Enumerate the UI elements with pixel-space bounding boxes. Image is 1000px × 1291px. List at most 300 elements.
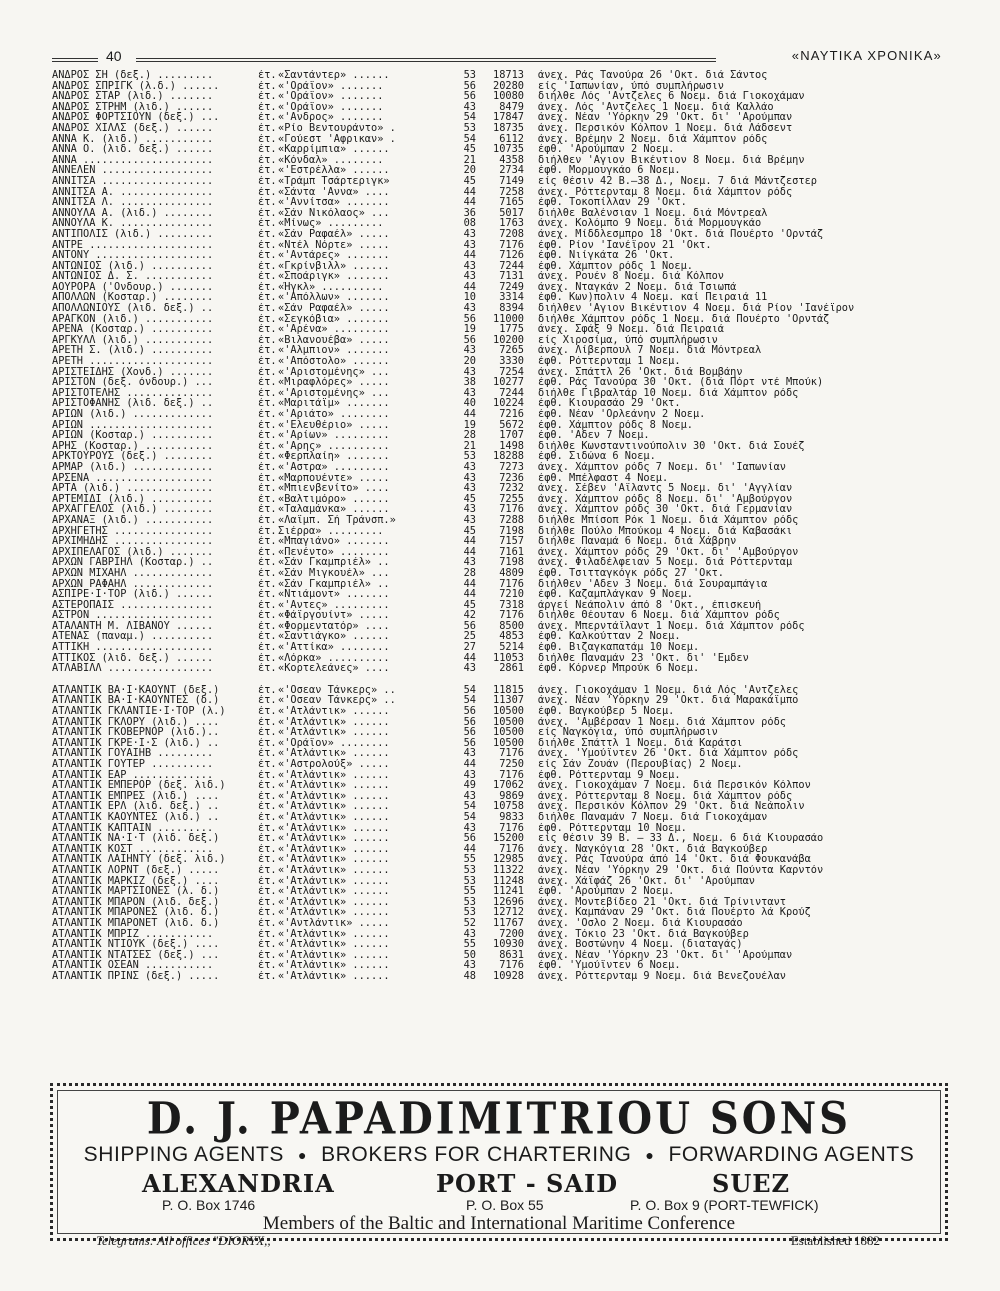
tonnage: 18288 bbox=[493, 451, 524, 462]
owner-name: ΑΝΔΡΟΣ ΦΟΡΤΣΙΟΥΝ (δεξ.) ... bbox=[52, 112, 220, 123]
year-built: 48 bbox=[463, 970, 476, 982]
owner-name: ΑΝΤΙΠΟΛΙΣ (λιδ.) ......... bbox=[52, 228, 214, 240]
type-abbrev: έτ. bbox=[258, 928, 277, 940]
type-abbrev: έτ. bbox=[258, 313, 277, 325]
managing-company: «Ταλαμάνκα» ...... bbox=[278, 504, 390, 515]
year-built: 45 bbox=[463, 493, 476, 505]
position-note: άνεχ. Κολόμπο 9 Νοεμ. διά Μορμουγκάο bbox=[538, 218, 762, 229]
table-row bbox=[52, 176, 952, 187]
position-note: άνεχ. Λός 'Αντζελες 1 Νοεμ. διά Καλλάο bbox=[538, 101, 774, 113]
position-note: έφθ. Σιδώνα 6 Νοεμ. bbox=[538, 451, 656, 462]
managing-company: «Βιλανουέβα» ..... bbox=[278, 334, 390, 346]
type-abbrev: έτ. bbox=[258, 854, 277, 865]
type-abbrev: έτ. bbox=[258, 960, 277, 971]
tonnage: 7165 bbox=[499, 197, 524, 208]
table-row bbox=[52, 420, 952, 431]
position-note: έφθ. Χάμπτον ρόδς 1 Νοεμ. bbox=[538, 260, 693, 272]
year-built: 43 bbox=[463, 748, 476, 759]
managing-company: «Ήγκλ» .......... bbox=[278, 281, 384, 293]
table-row bbox=[52, 876, 952, 887]
owner-name: ΑΤΛΑΝΤΙΚ ΒΑ·Ι·ΚΑΟΥΝΤΕΣ (δ.) bbox=[52, 695, 220, 707]
table-row bbox=[52, 568, 952, 579]
position-note: έφθ. 'Αδεν 7 Νοεμ. bbox=[538, 430, 650, 441]
box-alexandria: P. O. Box 1746 bbox=[162, 1197, 256, 1213]
owner-name: ΑΤΛΑΝΤΙΚ ΒΑ·Ι·ΚΑΟΥΝΤ (δεξ.) bbox=[52, 684, 220, 696]
managing-company: «Σάν Νικόλαος» ... bbox=[278, 207, 390, 219]
position-note: άνεχ. Μπερντάϊλαντ 1 Νοεμ. διά Χάμπτον ρόδς bbox=[538, 620, 805, 632]
managing-company: «'Οράϊον» ....... bbox=[278, 101, 384, 113]
table-row bbox=[52, 610, 952, 621]
tonnage: 10500 bbox=[493, 706, 524, 717]
tonnage: 10500 bbox=[493, 737, 524, 749]
tonnage: 7161 bbox=[499, 546, 524, 558]
table-row bbox=[52, 218, 952, 229]
type-abbrev: έτ. bbox=[258, 451, 277, 462]
type-abbrev: έτ. bbox=[258, 154, 277, 166]
company-name: D. J. PAPADIMITRIOU SONS bbox=[146, 1092, 852, 1145]
table-row bbox=[52, 706, 952, 717]
position-note: διήλθε Πούλο Μπούκομ 4 Νοεμ. διά Καβασάκι bbox=[538, 525, 793, 537]
managing-company: «Λαϊμπ. Σή Τράνσπ.» bbox=[278, 514, 396, 526]
position-note: άνεχ. Νέαν 'Υόρκην 23 'Οκτ. δι' 'Αρούμπαν bbox=[538, 949, 793, 961]
tonnage: 4809 bbox=[499, 567, 524, 579]
year-built: 56 bbox=[463, 706, 476, 717]
table-row bbox=[52, 208, 952, 219]
managing-company: «'Αττίκα» ........ bbox=[278, 642, 390, 653]
tonnage: 11241 bbox=[493, 886, 524, 897]
type-abbrev: έτ. bbox=[258, 324, 277, 335]
tonnage: 12985 bbox=[493, 854, 524, 865]
tonnage: 7249 bbox=[499, 281, 524, 293]
owner-name: ΑΡΧΗΓΕΤΗΣ ................ bbox=[52, 525, 214, 537]
tonnage: 1763 bbox=[499, 218, 524, 229]
tonnage: 7176 bbox=[499, 822, 524, 834]
table-row bbox=[52, 918, 952, 929]
type-abbrev: έτ. bbox=[258, 239, 277, 251]
tonnage: 7288 bbox=[499, 514, 524, 526]
tonnage: 7176 bbox=[499, 769, 524, 781]
managing-company: «Μαρπουέντε» ..... bbox=[278, 472, 390, 484]
table-row bbox=[52, 897, 952, 908]
table-row bbox=[52, 430, 952, 441]
year-built: 56 bbox=[463, 737, 476, 749]
tonnage: 7273 bbox=[499, 461, 524, 473]
type-abbrev: έτ. bbox=[258, 557, 277, 568]
position-note: άνεχ. Νταγκάν 2 Νοεμ. διά Τσιωπά bbox=[538, 281, 737, 293]
tonnage: 18735 bbox=[493, 122, 524, 134]
position-note: έφθ. Ρόττερνταμ 9 Νοεμ. bbox=[538, 769, 681, 781]
position-note: είς 'Ιαπωνίαν, ύπό συμπλήρωσιν bbox=[538, 80, 724, 92]
owner-name: ΑΝΝΟΥΛΑ Α. (λιδ.) ........ bbox=[52, 207, 214, 219]
table-row bbox=[52, 81, 952, 92]
position-note: διήλθε Παναμάν 23 'Οκτ. δι' 'Εμδεν bbox=[538, 652, 749, 664]
managing-company: «'Απόλλων» ....... bbox=[278, 292, 390, 304]
owner-name: ΑΠΟΛΛΩΝ (Κοσταρ.) ........ bbox=[52, 292, 214, 304]
type-abbrev: έτ. bbox=[258, 567, 277, 579]
year-built: 43 bbox=[463, 271, 476, 282]
table-row bbox=[52, 473, 952, 484]
type-abbrev: έτ. bbox=[258, 387, 277, 399]
year-built: 43 bbox=[463, 387, 476, 399]
type-abbrev: έτ. bbox=[258, 833, 277, 844]
table-row bbox=[52, 727, 952, 738]
managing-company: «'Ατλάντικ» ...... bbox=[278, 928, 390, 940]
owner-name: ΑΣΠΙΡΕ·Ι·ΤΟΡ (λιδ.) ...... bbox=[52, 589, 214, 600]
owner-name: ΑΡΧΑΝΑΞ (λιδ.) ........... bbox=[52, 514, 214, 526]
managing-company: «Φορμεντατόρ» .... bbox=[278, 620, 390, 632]
year-built: 56 bbox=[463, 716, 476, 728]
managing-company: «Κορτελεάνες» .... bbox=[278, 663, 390, 674]
position-note: διήλθε Θέουταν 6 Νοεμ. διά Χάμπτον ρόδς bbox=[538, 610, 780, 621]
year-built: 43 bbox=[463, 504, 476, 515]
owner-name: ΑΡΣΕΝΑ ................... bbox=[52, 472, 214, 484]
table-row bbox=[52, 589, 952, 600]
year-built: 54 bbox=[463, 133, 476, 145]
managing-company: «Φάϊργουίντ» ..... bbox=[278, 610, 390, 621]
type-abbrev: έτ. bbox=[258, 970, 277, 982]
position-note: διήλθε Μπίσοπ Ρόκ 1 Νοεμ. διά Χάμπτον ρόδς bbox=[538, 514, 799, 526]
tonnage: 5214 bbox=[499, 642, 524, 653]
owner-name: ΑΤΛΑΝΤΙΚ ΝΤΑΤΣΕΣ (δεξ.) ... bbox=[52, 949, 220, 961]
year-built: 43 bbox=[463, 472, 476, 484]
type-abbrev: έτ. bbox=[258, 896, 277, 908]
type-abbrev: έτ. bbox=[258, 165, 277, 176]
managing-company: «Μπιενβενίτο» .... bbox=[278, 483, 390, 494]
managing-company: «Τράμπ Τσάρτεριγκ» bbox=[278, 175, 390, 187]
owner-name: ΑΡΧΙΜΗΔΗΣ ................ bbox=[52, 536, 214, 547]
owner-name: ΑΤΛΑΝΤΙΚ ΝΑ·Ι·Τ (λιδ. δεξ.) bbox=[52, 833, 220, 844]
type-abbrev: έτ. bbox=[258, 822, 277, 834]
table-row bbox=[52, 250, 952, 261]
year-built: 54 bbox=[463, 112, 476, 123]
tonnage: 7210 bbox=[499, 589, 524, 600]
page-number: 40 bbox=[106, 48, 122, 64]
type-abbrev: έτ. bbox=[258, 536, 277, 547]
service-forwarding: FORWARDING AGENTS bbox=[668, 1143, 915, 1166]
type-abbrev: έτ. bbox=[258, 409, 277, 420]
owner-name: ΑΡΙΣΤΟΝ (δεξ. όνδουρ.) ... bbox=[52, 377, 214, 388]
managing-company: «'Ατλάντικ» ...... bbox=[278, 970, 390, 982]
table-row bbox=[52, 547, 952, 558]
table-row bbox=[52, 282, 952, 293]
table-row bbox=[52, 197, 952, 208]
position-note: διήλθεν 'Αδεν 3 Νοεμ. διά Σουραμπάγια bbox=[538, 578, 768, 590]
type-abbrev: έτ. bbox=[258, 875, 277, 887]
owner-name: ΑΡΤΑ (λιδ.) .............. bbox=[52, 483, 214, 494]
year-built: 43 bbox=[463, 239, 476, 251]
type-abbrev: έτ. bbox=[258, 578, 277, 590]
managing-company: «'Ατλάντικ» ...... bbox=[278, 949, 390, 961]
managing-company: «Βαλτιμόρο» ...... bbox=[278, 493, 390, 505]
tonnage: 11815 bbox=[493, 684, 524, 696]
year-built: 28 bbox=[463, 430, 476, 441]
year-built: 08 bbox=[463, 218, 476, 229]
tonnage: 12696 bbox=[493, 896, 524, 908]
managing-company: «Μπαγιάνο» ....... bbox=[278, 536, 390, 547]
tonnage: 7131 bbox=[499, 271, 524, 282]
year-built: 43 bbox=[463, 228, 476, 240]
type-abbrev: έτ. bbox=[258, 759, 277, 770]
city-alexandria: ALEXANDRIA bbox=[142, 1169, 335, 1198]
tonnage: 10500 bbox=[493, 716, 524, 728]
type-abbrev: έτ. bbox=[258, 716, 277, 728]
owner-name: ΑΝΤΩΝΙΟΣ Δ. Σ. ........... bbox=[52, 271, 214, 282]
owner-name: ΑΟΥΡΟΡΑ ('Ονδουρ.) ....... bbox=[52, 281, 214, 293]
position-note: άνεχ. 'Υμούϊντεν 26 'Οκτ. διά Χάμπτον ρόδς bbox=[538, 748, 799, 759]
position-note: έφθ. Τσιτταγκόγκ ρόδς 27 'Οκτ. bbox=[538, 567, 724, 579]
type-abbrev: έτ. bbox=[258, 610, 277, 621]
tonnage: 17062 bbox=[493, 780, 524, 791]
membership-line: Members of the Baltic and International Maritime Conference bbox=[262, 1213, 736, 1234]
type-abbrev: έτ. bbox=[258, 377, 277, 388]
year-built: 56 bbox=[463, 334, 476, 346]
owner-name: ΑΝΝΑ ..................... bbox=[52, 154, 214, 166]
year-built: 19 bbox=[463, 324, 476, 335]
position-note: έφθ. Βιζαγκαπατάμ 10 Νοεμ. bbox=[538, 642, 700, 653]
year-built: 43 bbox=[463, 483, 476, 494]
position-note: άνεχ. Ρόττερνταμ 8 Νοεμ. διά Χάμπτον ρόδς bbox=[538, 790, 793, 802]
managing-company: «Σάν Ραφαέλ» ..... bbox=[278, 303, 390, 314]
owner-name: ΑΝΔΡΟΣ ΣΠΡΙΓΚ (λ.δ.) ...... bbox=[52, 80, 220, 92]
managing-company: «'Αντάρες» ....... bbox=[278, 250, 390, 261]
position-note: έφθ. Ράς Τανούρα 30 'Οκτ. (διά Πόρτ ντέ Μπούκ) bbox=[538, 377, 824, 388]
year-built: 53 bbox=[463, 896, 476, 908]
table-row bbox=[52, 812, 952, 823]
type-abbrev: έτ. bbox=[258, 801, 277, 812]
year-built: 55 bbox=[463, 854, 476, 865]
tonnage: 11000 bbox=[493, 313, 524, 325]
table-row bbox=[52, 748, 952, 759]
type-abbrev: έτ. bbox=[258, 864, 277, 876]
tonnage: 7200 bbox=[499, 928, 524, 940]
year-built: 44 bbox=[463, 652, 476, 664]
managing-company: «'Αντες» ......... bbox=[278, 599, 390, 611]
table-row bbox=[52, 515, 952, 526]
tonnage: 5017 bbox=[499, 207, 524, 219]
year-built: 42 bbox=[463, 610, 476, 621]
table-row bbox=[52, 324, 952, 335]
owner-name: ΑΤΛΑΝΤΙΚ ΛΟΡΝΤ (δεξ.) ..... bbox=[52, 864, 220, 876]
position-note: διήλθε Παναμά 6 Νοεμ. διά Χάβρην bbox=[538, 536, 737, 547]
owner-name: ΑΡΙΣΤΕΙΔΗΣ (Χονδ.) ....... bbox=[52, 366, 214, 378]
position-note: διήλθε Κωνσταντινούπολιν 30 'Οκτ. διά Σουέζ bbox=[538, 440, 805, 452]
year-built: 54 bbox=[463, 811, 476, 823]
table-row bbox=[52, 886, 952, 897]
position-note: άνεχ. Νέαν 'Υόρκην 29 'Οκτ. διά Πούντα Καρντόν bbox=[538, 864, 824, 876]
tonnage: 10758 bbox=[493, 801, 524, 812]
owner-name: ΑΝΝΑ Ο. (λιδ. δεξ.) ...... bbox=[52, 144, 214, 155]
tonnage: 7255 bbox=[499, 493, 524, 505]
position-note: είς Ναγκόγια, ύπό συμπλήρωσιν bbox=[538, 727, 718, 738]
year-built: 53 bbox=[463, 907, 476, 918]
tonnage: 10928 bbox=[493, 970, 524, 982]
managing-company: «Σεγκόβια» ....... bbox=[278, 313, 390, 325]
owner-name: ΑΤΛΑΝΤΙΚ ΚΟΣΤ ............ bbox=[52, 843, 214, 855]
position-note: άνεχ. Τόκιο 23 'Οκτ. διά Βαγκούβερ bbox=[538, 928, 749, 940]
type-abbrev: έτ. bbox=[258, 186, 277, 198]
year-built: 44 bbox=[463, 197, 476, 208]
table-row bbox=[52, 398, 952, 409]
table-row bbox=[52, 960, 952, 971]
table-row bbox=[52, 367, 952, 378]
year-built: 55 bbox=[463, 886, 476, 897]
owner-name: ΑΡΜΑΡ (λιδ.) ............. bbox=[52, 461, 214, 473]
table-row bbox=[52, 345, 952, 356]
type-abbrev: έτ. bbox=[258, 271, 277, 282]
owner-name: ΑΝΤΩΝΙΟΣ (λιδ.) .......... bbox=[52, 260, 214, 272]
type-abbrev: έτ. bbox=[258, 175, 277, 187]
tonnage: 9869 bbox=[499, 790, 524, 802]
position-note: άνεχ. 'Αμβέρσαν 1 Νοεμ. διά Χάμπτον ρόδς bbox=[538, 716, 786, 728]
owner-name: ΑΝΝΙΤΣΑ .................. bbox=[52, 175, 214, 187]
managing-company: «'Αντλάντικ» ..... bbox=[278, 917, 390, 929]
tonnage: 12712 bbox=[493, 907, 524, 918]
type-abbrev: έτ. bbox=[258, 122, 277, 134]
table-row bbox=[52, 261, 952, 272]
position-note: έφθ. Ρόττερνταμ 10 Νοεμ. bbox=[538, 822, 687, 834]
table-row bbox=[52, 356, 952, 367]
owner-name: ΑΝΝΕΛΕΝ .................. bbox=[52, 165, 214, 176]
owner-name: ΑΤΛΑΝΤΙΚ ΚΑΟΥΝΤΕΣ (λιδ.) .. bbox=[52, 811, 220, 823]
managing-company: «'Ατλάντικ» ...... bbox=[278, 864, 390, 876]
position-note: άνεχ. Ράς Τανούρα άπό 14 'Οκτ. διά Φουκανάβα bbox=[538, 854, 811, 865]
year-built: 43 bbox=[463, 260, 476, 272]
year-built: 43 bbox=[463, 960, 476, 971]
position-note: έφθ. Νιίγκάτα 26 'Οκτ. bbox=[538, 250, 675, 261]
year-built: 53 bbox=[463, 122, 476, 134]
tonnage: 1775 bbox=[499, 324, 524, 335]
owner-name: ΑΡΙΩΝ (λιδ.) ............. bbox=[52, 409, 214, 420]
type-abbrev: έτ. bbox=[258, 356, 277, 367]
owner-name: ΑΤΛΑΝΤΙΚ ΓΟΥΤΕΡ .......... bbox=[52, 759, 214, 770]
tonnage: 15200 bbox=[493, 833, 524, 844]
year-built: 56 bbox=[463, 313, 476, 325]
managing-company: «Καρρίμπια» ...... bbox=[278, 144, 390, 155]
tonnage: 7126 bbox=[499, 250, 524, 261]
table-row bbox=[52, 600, 952, 611]
managing-company: «'Ατλάντικ» ...... bbox=[278, 769, 390, 781]
year-built: 43 bbox=[463, 101, 476, 113]
type-abbrev: έτ. bbox=[258, 737, 277, 749]
year-built: 56 bbox=[463, 727, 476, 738]
owner-name: ΑΡΑΓΚΟΝ (λιδ.) ........... bbox=[52, 313, 214, 325]
type-abbrev: έτ. bbox=[258, 303, 277, 314]
table-row bbox=[52, 462, 952, 473]
table-row bbox=[52, 526, 952, 537]
type-abbrev: έτ. bbox=[258, 514, 277, 526]
table-row bbox=[52, 335, 952, 346]
tonnage: 4853 bbox=[499, 631, 524, 643]
type-abbrev: έτ. bbox=[258, 917, 277, 929]
type-abbrev: έτ. bbox=[258, 112, 277, 123]
tonnage: 7236 bbox=[499, 472, 524, 484]
managing-company: «Μιραφλόρες» ..... bbox=[278, 377, 390, 388]
table-row bbox=[52, 441, 952, 452]
tonnage: 10277 bbox=[493, 377, 524, 388]
year-built: 56 bbox=[463, 833, 476, 844]
table-row bbox=[52, 409, 952, 420]
managing-company: «'Αριστομένης» ... bbox=[278, 387, 390, 399]
position-note: άνεχ. Χάμπτον ρόδς 7 Νοεμ. δι' 'Ιαπωνίαν bbox=[538, 461, 786, 473]
type-abbrev: έτ. bbox=[258, 250, 277, 261]
managing-company: «'Ατλάντικ» ...... bbox=[278, 811, 390, 823]
managing-company: «Μίνως» ......... bbox=[278, 218, 384, 229]
tonnage: 7149 bbox=[499, 175, 524, 187]
year-built: 44 bbox=[463, 843, 476, 855]
owner-name: ΑΤΛΑΝΤΙΚ ΓΚΛΟΡΥ (λιδ.) .... bbox=[52, 716, 220, 728]
owner-name: ΑΤΛΑΝΤΙΚ ΓΚΡΕ·Ι·Σ (λιδ.) .. bbox=[52, 737, 220, 749]
position-note: άνεχ. Γιοκοχάμαν 1 Νοεμ. διά Λός 'Αντζελες bbox=[538, 684, 799, 696]
position-note: διήλθε Βαλένσιαν 1 Νοεμ. διά Μόντρεαλ bbox=[538, 207, 768, 219]
managing-company: «'Ατλάντικ» ...... bbox=[278, 801, 390, 812]
type-abbrev: έτ. bbox=[258, 907, 277, 918]
position-note: άνεχ. Χάμπτον ρόδς 29 'Οκτ. δι' 'Αμβούργον bbox=[538, 546, 799, 558]
tonnage: 7232 bbox=[499, 483, 524, 494]
services-line bbox=[58, 1143, 940, 1167]
year-built: 43 bbox=[463, 928, 476, 940]
tonnage: 10080 bbox=[493, 91, 524, 102]
managing-company: «'Οσεαν Τάνκερς» .. bbox=[278, 684, 396, 696]
tonnage: 11322 bbox=[493, 864, 524, 876]
year-built: 19 bbox=[463, 419, 476, 431]
year-built: 10 bbox=[463, 292, 476, 304]
year-built: 53 bbox=[463, 864, 476, 876]
managing-company: «'Εστρέλλα» ...... bbox=[278, 165, 390, 176]
type-abbrev: έτ. bbox=[258, 949, 277, 961]
table-row bbox=[52, 695, 952, 706]
table-row bbox=[52, 971, 952, 982]
managing-company: «Γούεστ 'Αφρικαν» . bbox=[278, 133, 396, 145]
tonnage: 7318 bbox=[499, 599, 524, 611]
owner-name: ΑΝΔΡΟΣ ΣΤΑΡ (λιδ.) ....... bbox=[52, 91, 214, 102]
owner-name: ΑΡΙΣΤΟΦΑΝΗΣ (λιδ. δεξ.) .. bbox=[52, 398, 214, 409]
table-row bbox=[52, 292, 952, 303]
managing-company: «'Οράϊον» ....... bbox=[278, 91, 384, 102]
year-built: 49 bbox=[463, 780, 476, 791]
position-note: άνεχ. Ρουέν 8 Νοεμ. διά Κόλπον bbox=[538, 271, 724, 282]
table-row bbox=[52, 504, 952, 515]
owner-name: ΑΠΟΛΛΩΝΙΟΥΣ (λιδ. δεξ.) .. bbox=[52, 303, 214, 314]
tonnage: 7216 bbox=[499, 409, 524, 420]
type-abbrev: έτ. bbox=[258, 197, 277, 208]
type-abbrev: έτ. bbox=[258, 706, 277, 717]
tonnage: 7176 bbox=[499, 960, 524, 971]
tonnage: 3330 bbox=[499, 356, 524, 367]
managing-company: «'Ατλάντικ» ...... bbox=[278, 748, 390, 759]
owner-name: ΑΤΛΑΝΤΙΚ ΝΤΙΟΥΚ (δεξ.) .... bbox=[52, 939, 220, 950]
position-note: άνεχ. Βρέμην 2 Νοεμ. διά Χάμπτον ρόδς bbox=[538, 133, 768, 145]
table-row bbox=[52, 939, 952, 950]
owner-name: ΑΡΧΩΝ ΡΑΦΑΗΛ ............. bbox=[52, 578, 214, 590]
tonnage: 6112 bbox=[499, 133, 524, 145]
owner-name: ΑΝΔΡΟΣ ΣΗ (δεξ.) ......... bbox=[52, 70, 214, 81]
owner-name: ΑΤΛΑΝΤΙΚ ΟΣΕΑΝ ........... bbox=[52, 960, 214, 971]
year-built: 44 bbox=[463, 589, 476, 600]
tonnage: 7254 bbox=[499, 366, 524, 378]
owner-name: ΑΝΝΙΤΣΑ Λ. ............... bbox=[52, 197, 214, 208]
owner-name: ΑΝΔΡΟΣ ΣΤΡΗΜ (λιδ.) ...... bbox=[52, 101, 214, 113]
year-built: 44 bbox=[463, 759, 476, 770]
position-note: έφθ. Καλκούτταν 2 Νοεμ. bbox=[538, 631, 681, 643]
position-note: άνεχ. Νέαν 'Υόρκην 29 'Οκτ. διά Μαρακάϊμπο bbox=[538, 695, 799, 707]
type-abbrev: έτ. bbox=[258, 419, 277, 431]
tonnage: 20280 bbox=[493, 80, 524, 92]
managing-company: «'Αστρα» ......... bbox=[278, 461, 390, 473]
tonnage: 2734 bbox=[499, 165, 524, 176]
managing-company: «'Οσεαν Τάνκερς» .. bbox=[278, 695, 396, 707]
tonnage: 18713 bbox=[493, 70, 524, 81]
owner-name: ΑΤΑΛΑΝΤΗ Μ. ΛΙΒΑΝΟΥ ...... bbox=[52, 620, 214, 632]
